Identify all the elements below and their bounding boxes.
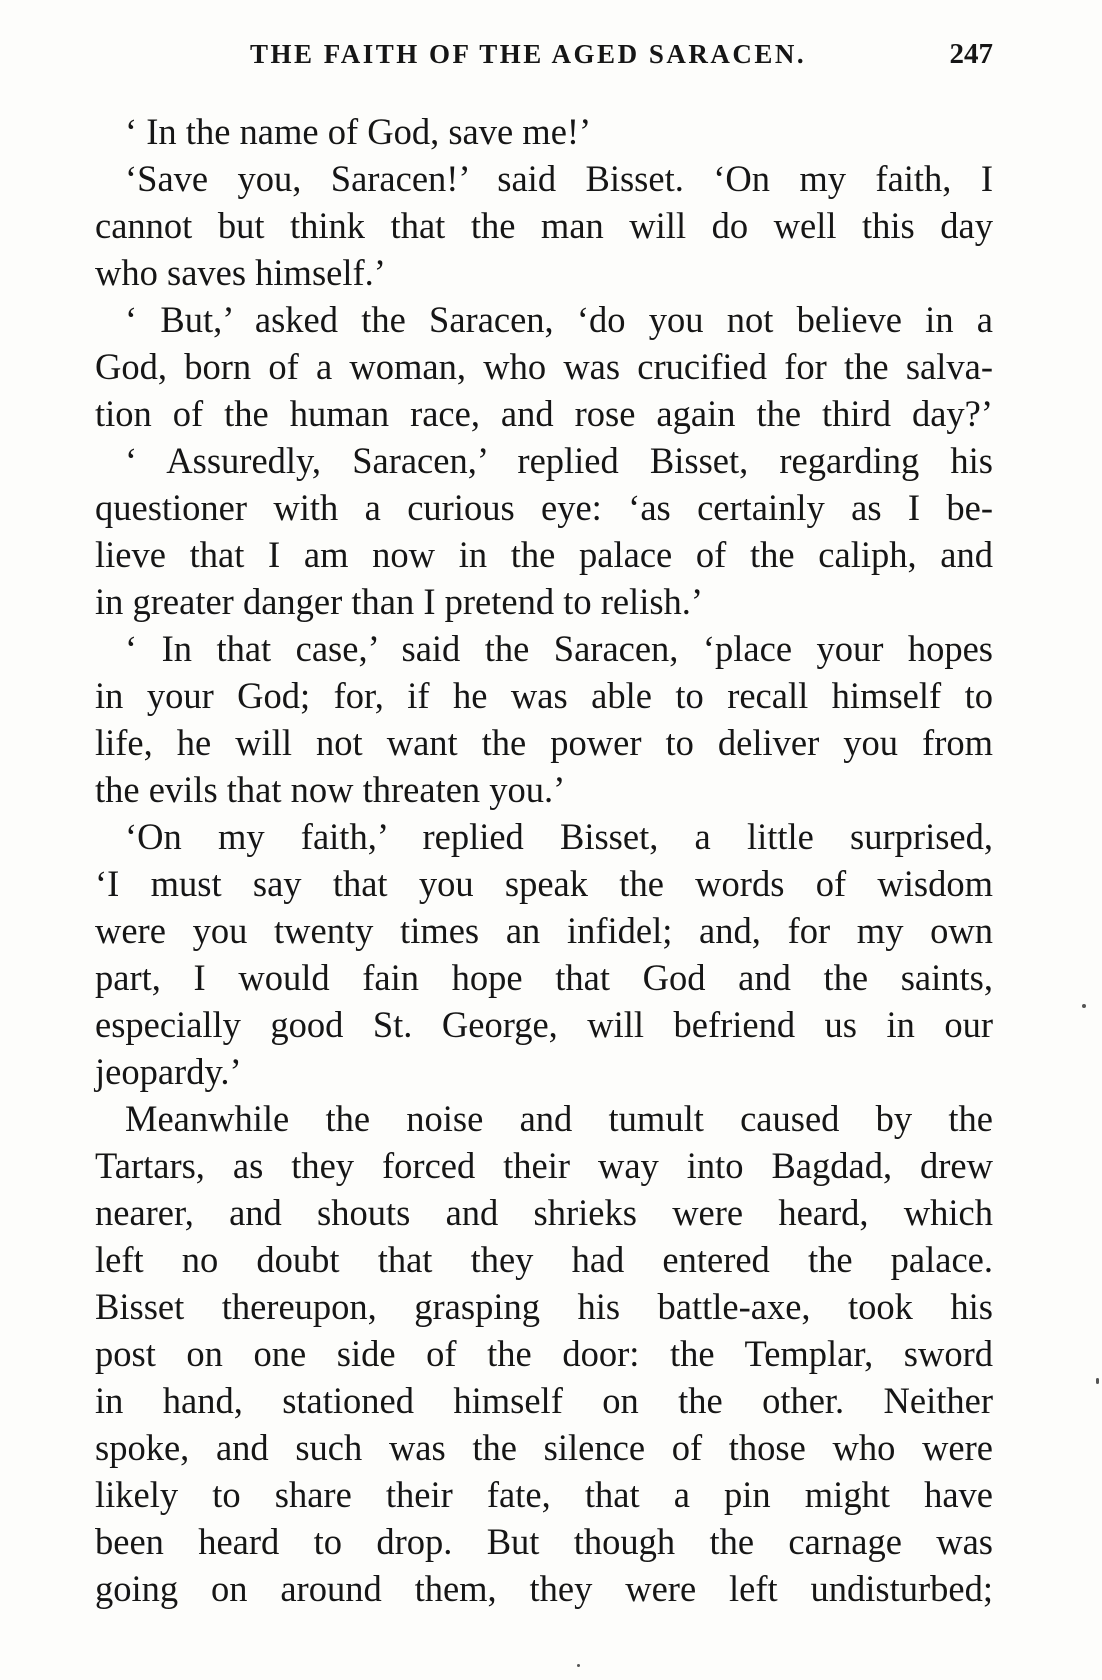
body-text xyxy=(95,108,993,1612)
text-line: left no doubt that they had entered the palace. xyxy=(95,1239,993,1280)
text-line: in greater danger than I pretend to relish.’ xyxy=(95,581,704,622)
text-line: ‘ Assuredly, Saracen,’ replied Bisset, regarding his xyxy=(125,440,993,481)
text-line: in hand, stationed himself on the other. Neither xyxy=(95,1380,993,1421)
running-title: THE FAITH OF THE AGED SARACEN. xyxy=(250,39,807,69)
text-line: cannot but think that the man will do well this day xyxy=(95,205,993,246)
running-head xyxy=(95,34,993,74)
ink-speck xyxy=(1096,1378,1099,1384)
text-line: part, I would fain hope that God and the saints, xyxy=(95,957,993,998)
text-line: lieve that I am now in the palace of the caliph, and xyxy=(95,534,993,575)
text-line: ‘On my faith,’ replied Bisset, a little surprised, xyxy=(125,816,993,857)
ink-speck xyxy=(1082,1004,1086,1008)
text-line: in your God; for, if he was able to recall himself to xyxy=(95,675,993,716)
text-line: ‘I must say that you speak the words of wisdom xyxy=(95,863,993,904)
text-line: who saves himself.’ xyxy=(95,252,386,293)
text-line: life, he will not want the power to deliver you from xyxy=(95,722,993,763)
text-line: likely to share their fate, that a pin might have xyxy=(95,1474,993,1515)
ink-speck xyxy=(577,1664,580,1667)
text-line: ‘ In that case,’ said the Saracen, ‘place your hopes xyxy=(125,628,993,669)
text-line: were you twenty times an infidel; and, for my own xyxy=(95,910,993,951)
text-line: Bisset thereupon, grasping his battle-axe, took his xyxy=(95,1286,993,1327)
text-line: tion of the human race, and rose again the third day?’ xyxy=(95,393,993,434)
page-number: 247 xyxy=(949,38,993,70)
text-line: ‘Save you, Saracen!’ said Bisset. ‘On my faith, I xyxy=(125,158,993,199)
text-line: been heard to drop. But though the carnage was xyxy=(95,1521,993,1562)
text-line: Tartars, as they forced their way into Bagdad, drew xyxy=(95,1145,993,1186)
text-line: ‘ In the name of God, save me!’ xyxy=(125,111,592,152)
text-line: especially good St. George, will befriend us in our xyxy=(95,1004,993,1045)
text-line: questioner with a curious eye: ‘as certainly as I be- xyxy=(95,487,993,528)
text-line: ‘ But,’ asked the Saracen, ‘do you not believe in a xyxy=(125,299,993,340)
text-line: going on around them, they were left undisturbed; xyxy=(95,1568,993,1609)
text-line: the evils that now threaten you.’ xyxy=(95,769,566,810)
text-line: God, born of a woman, who was crucified for the salva- xyxy=(95,346,993,387)
text-line: Meanwhile the noise and tumult caused by the xyxy=(125,1098,993,1139)
text-line: jeopardy.’ xyxy=(95,1051,242,1092)
text-line: nearer, and shouts and shrieks were heard, which xyxy=(95,1192,993,1233)
text-line: spoke, and such was the silence of those who were xyxy=(95,1427,993,1468)
text-line: post on one side of the door: the Templar, sword xyxy=(95,1333,993,1374)
